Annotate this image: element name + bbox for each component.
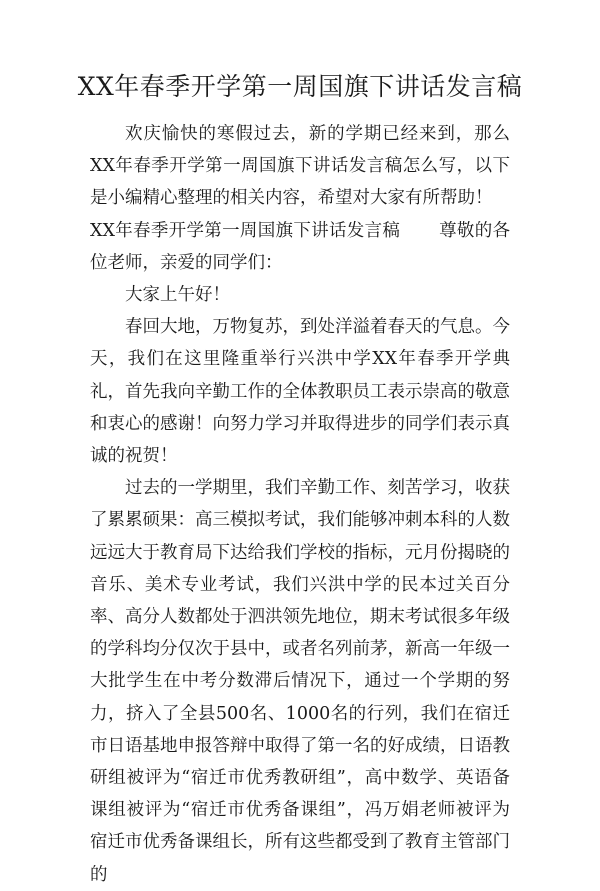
body-paragraph-2: 过去的一学期里，我们辛勤工作、刻苦学习，收获了累累硕果：高三模拟考试，我们能够冲刺本科的人数远远大于教育局下达给我们学校的指标，元月份揭晓的音乐、美术专业考试，我们兴洪中学的民本过关百分率、高分人数都处于泗洪领先地位，期末考试很多年级的学科均分仅次于县中，或者名列前茅，新高一年级一大批学生在中考分数滞后情况下，通过一个学期的努力，挤入了全县500名、1000名的行列，我们在宿迁市日语基地申报答辩中取得了第一名的好成绩，日语教研组被评为“宿迁市优秀教研组”，高中数学、英语备课组被评为“宿迁市优秀备课组”，冯万娟老师被评为宿迁市优秀备课组长，所有这些都受到了教育主管部门的 [90,478,510,885]
subtitle-salutation-line [90,215,510,279]
salutation-text: 尊敬的各位老师，亲爱的同学们： [90,220,511,273]
document-title: XX年春季开学第一周国旗下讲话发言稿 [77,72,523,101]
body-paragraph-1: 春回大地，万物复苏，到处洋溢着春天的气息。今天，我们在这里隆重举行兴洪中学XX年春季开学典礼，首先我向辛勤工作的全体教职员工表示崇高的敬意和衷心的感谢！向努力学习并取得进步的同学们表示真诚的祝贺！ [90,317,510,467]
greeting-paragraph: 大家上午好！ [125,285,230,306]
document-body [90,118,510,891]
subtitle-text: XX年春季开学第一周国旗下讲话发言稿 [90,220,401,241]
intro-paragraph: 欢庆愉快的寒假过去，新的学期已经来到，那么XX年春季开学第一周国旗下讲话发言稿怎么写，以下是小编精心整理的相关内容，希望对大家有所帮助！ [90,124,510,209]
